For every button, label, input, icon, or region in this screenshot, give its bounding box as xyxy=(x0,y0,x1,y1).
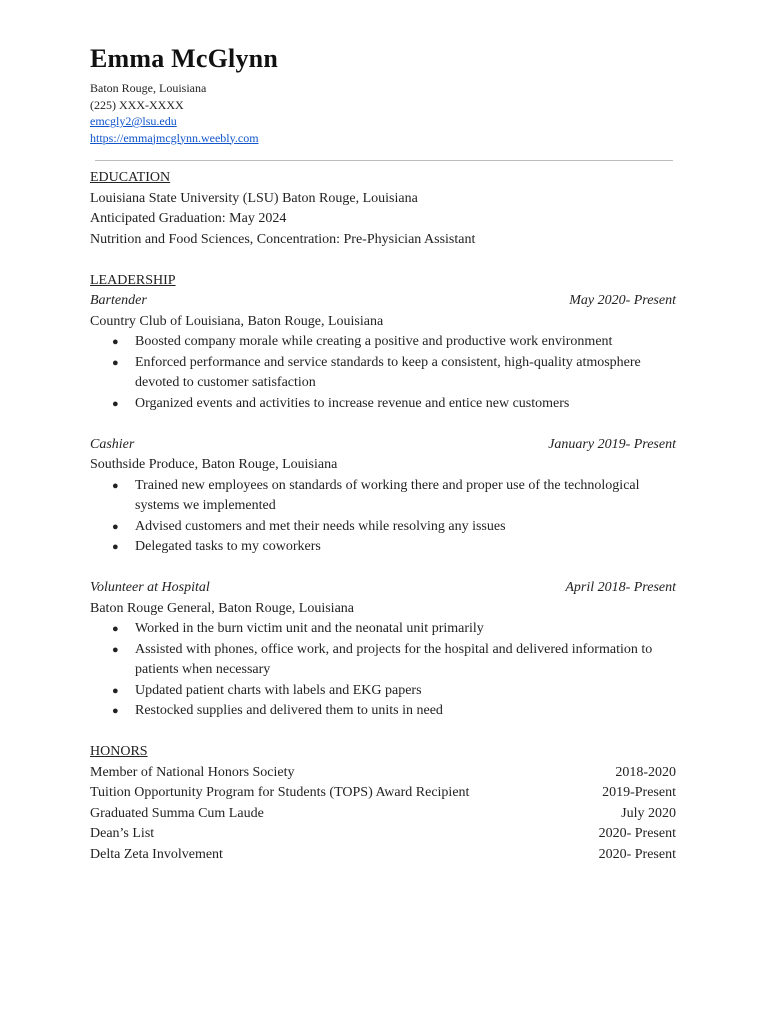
job-org: Baton Rouge General, Baton Rouge, Louisiana xyxy=(90,600,354,616)
bullet-icon: ● xyxy=(112,643,119,656)
honor-dates: 2020- Present xyxy=(598,846,676,862)
leadership-heading: LEADERSHIP xyxy=(90,272,176,288)
bullet-item: ● Assisted with phones, office work, and projects for the hospital and delivered information to patients when necessary xyxy=(112,641,653,677)
honors-heading: HONORS xyxy=(90,744,148,759)
bullet-icon: ● xyxy=(112,623,119,635)
job-bullets xyxy=(90,476,676,558)
bullet-icon: ● xyxy=(112,520,119,533)
honor-row xyxy=(90,763,676,784)
bullet-icon: ● xyxy=(112,705,119,717)
contact-location: Baton Rouge, Louisiana xyxy=(90,81,207,95)
education-heading: EDUCATION xyxy=(90,170,171,185)
job-header xyxy=(90,435,676,456)
bullet-item: ● Organized events and activities to increase revenue and entice new customers xyxy=(90,394,676,415)
bullet-icon: ● xyxy=(112,479,119,492)
honor-row xyxy=(90,845,676,866)
job-dates: May 2020- Present xyxy=(569,293,676,308)
education-line: Louisiana State University (LSU) Baton Rouge, Louisiana xyxy=(90,190,418,206)
honor-name: Member of National Honors Society xyxy=(90,764,295,780)
job-org: Country Club of Louisiana, Baton Rouge, Louisiana xyxy=(90,313,384,329)
honor-row xyxy=(90,783,676,804)
bullet-icon: ● xyxy=(112,336,119,348)
honor-row xyxy=(90,804,676,825)
divider-line xyxy=(95,160,673,161)
job-header xyxy=(90,578,676,599)
bullet-item: ● Delegated tasks to my coworkers xyxy=(90,537,676,558)
honor-name: Dean’s List xyxy=(90,826,155,841)
bullet-icon: ● xyxy=(112,397,119,410)
honor-row xyxy=(90,824,676,845)
job-title: Bartender xyxy=(90,293,147,308)
resume-name: Emma McGlynn xyxy=(90,44,279,73)
job-org: Southside Produce, Baton Rouge, Louisiana xyxy=(90,457,338,472)
job-title: Cashier xyxy=(90,436,135,452)
education-line: Anticipated Graduation: May 2024 xyxy=(90,211,287,226)
email-link[interactable]: emcgly2@lsu.edu xyxy=(90,114,177,128)
honor-dates: 2019-Present xyxy=(602,785,676,800)
bullet-item: ● Enforced performance and service standards to keep a consistent, high-quality atmosphere devoted to customer satisfaction xyxy=(112,354,641,390)
contact-block xyxy=(90,80,259,146)
bullet-item: ● Boosted company morale while creating a positive and productive work environment xyxy=(90,332,676,353)
honor-name: Tuition Opportunity Program for Students (TOPS) Award Recipient xyxy=(90,785,470,800)
honor-dates: 2020- Present xyxy=(598,826,676,841)
honor-name: Graduated Summa Cum Laude xyxy=(90,805,264,821)
job-title: Volunteer at Hospital xyxy=(90,580,210,595)
bullet-item: ● Restocked supplies and delivered them to units in need xyxy=(90,701,676,722)
job-header xyxy=(90,291,676,312)
education-line: Nutrition and Food Sciences, Concentration: Pre-Physician Assistant xyxy=(90,231,476,247)
bullet-icon: ● xyxy=(112,356,119,369)
honor-dates: July 2020 xyxy=(621,805,676,821)
honor-name: Delta Zeta Involvement xyxy=(90,846,223,862)
bullet-item: ● Trained new employees on standards of working there and proper use of the technological systems we implemented xyxy=(112,477,640,513)
job-bullets xyxy=(90,619,676,722)
job-bullets xyxy=(90,332,676,414)
contact-phone: (225) XXX-XXXX xyxy=(90,97,184,112)
bullet-icon: ● xyxy=(112,541,119,553)
bullet-item: ● Updated patient charts with labels and EKG papers xyxy=(90,681,676,702)
resume-content xyxy=(90,168,676,865)
bullet-icon: ● xyxy=(112,684,119,697)
bullet-item: ● Worked in the burn victim unit and the neonatal unit primarily xyxy=(90,619,676,640)
website-link[interactable]: https://emmajmcglynn.weebly.com xyxy=(90,130,259,145)
job-dates: April 2018- Present xyxy=(565,580,676,595)
bullet-item: ● Advised customers and met their needs while resolving any issues xyxy=(90,517,676,538)
job-dates: January 2019- Present xyxy=(548,436,676,452)
honor-dates: 2018-2020 xyxy=(615,764,676,780)
